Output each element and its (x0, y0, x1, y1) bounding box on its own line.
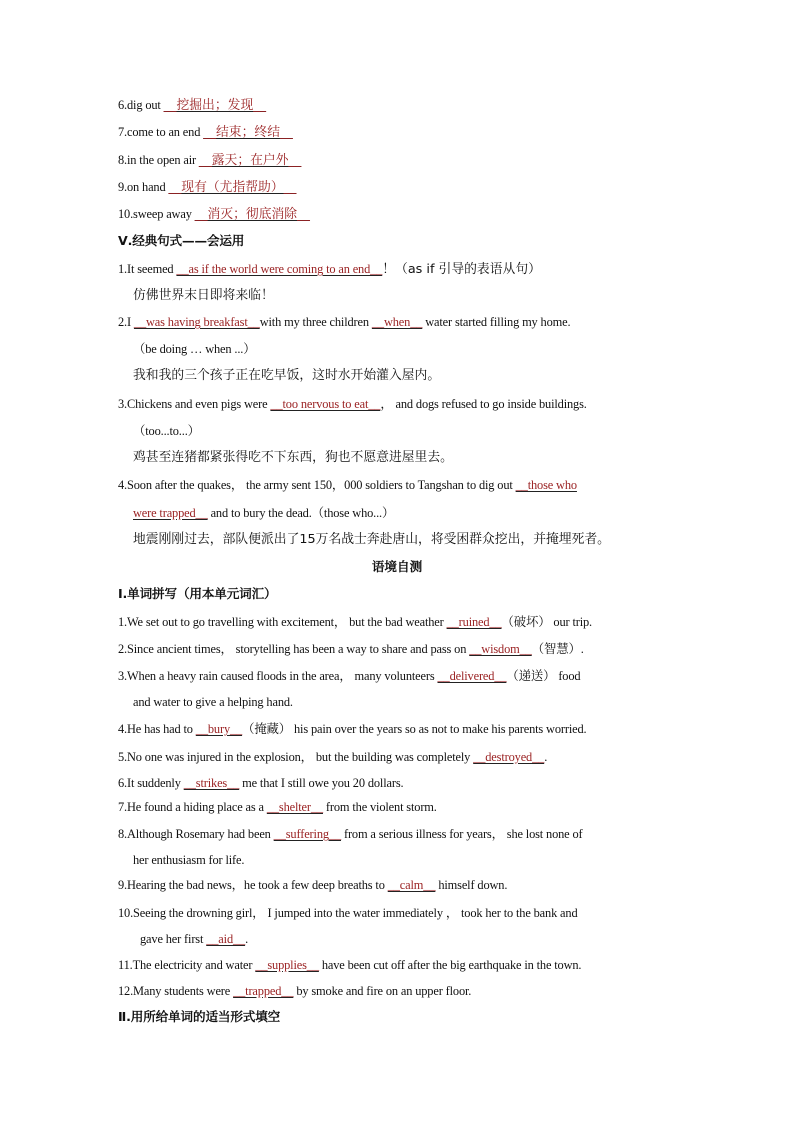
exercise-text: by smoke and fire on an upper floor. (293, 984, 472, 998)
exercise-item (118, 668, 674, 684)
answer-blank: __ruined__ (446, 615, 502, 629)
answer-blank: __calm__ (387, 878, 436, 892)
phrase-item (118, 179, 674, 196)
answer-blank: __wisdom__ (469, 642, 532, 656)
exercise-item (118, 799, 674, 815)
exercise-continuation: her enthusiasm for life. (133, 853, 245, 867)
answer-blank: __was having breakfast__ (133, 315, 260, 329)
answer-blank: __shelter__ (266, 800, 323, 814)
exercise-item (118, 775, 674, 791)
exercise-item (118, 877, 674, 893)
answer-blank: __delivered__ (437, 669, 507, 683)
phrase-item (118, 206, 674, 223)
phrase-item (118, 152, 674, 169)
exercise-text: （递送） food (506, 669, 581, 683)
exercise-text: have been cut off after the big earthquake in the town. (318, 958, 582, 972)
answer-blank: __bury__ (195, 722, 243, 736)
translation: 仿佛世界末日即将来临！ (133, 288, 274, 303)
answer-blank: __too nervous to eat__ (270, 397, 381, 411)
answer-blank: __结束；终结__ (203, 125, 293, 140)
exercise-text: 6.It suddenly (118, 776, 184, 790)
exercise-item (118, 983, 674, 999)
exercise-continuation: and water to give a helping hand. (133, 695, 293, 709)
exercise-text: 3.When a heavy rain caused floods in the area， many volunteers (118, 669, 438, 683)
answer-blank: __现有（尤指帮助）__ (168, 180, 297, 195)
sentence-text: 1.It seemed (118, 262, 177, 276)
answer-blank: __those who (515, 478, 577, 492)
answer-blank: __supplies__ (255, 958, 319, 972)
phrase-text: 8.in the open air (118, 153, 199, 167)
exercise-text: 5.No one was injured in the explosion， but the building was completely (118, 750, 474, 764)
section-heading: Ⅱ.用所给单词的适当形式填空 (118, 1009, 281, 1024)
sentence-text: ， and dogs refused to go inside buildings. (380, 397, 587, 411)
sentence-text: water started filling my home. (422, 315, 571, 329)
translation: 我和我的三个孩子正在吃早饭，这时水开始灌入屋内。 (133, 368, 441, 383)
exercise-text: . (245, 932, 249, 946)
sentence-hint: （too...to...） (133, 424, 200, 438)
exercise-text: 11.The electricity and water (118, 958, 256, 972)
answer-blank: __suffering__ (273, 827, 342, 841)
sentence-text: 3.Chickens and even pigs were (118, 397, 271, 411)
section-heading: Ⅴ.经典句式——会运用 (118, 233, 245, 248)
exercise-item (118, 826, 674, 842)
answer-blank: __trapped__ (233, 984, 294, 998)
answer-blank: __when__ (371, 315, 423, 329)
exercise-text: 12.Many students were (118, 984, 234, 998)
exercise-text: （掩藏） his pain over the years so as not to make his parents worried. (242, 722, 587, 736)
sentence-item (118, 261, 674, 278)
translation: 鸡甚至连猪都紧张得吃不下东西，狗也不愿意进屋里去。 (133, 450, 453, 465)
answer-blank: __destroyed__ (473, 750, 545, 764)
answer-blank: __aid__ (206, 932, 246, 946)
sentence-item (118, 477, 674, 493)
phrase-item (118, 124, 674, 141)
exercise-text: （智慧）. (531, 642, 584, 656)
answer-blank: were trapped__ (133, 506, 208, 520)
exercise-item (118, 957, 674, 973)
exercise-text: 9.Hearing the bad news，he took a few deep breaths to (118, 878, 388, 892)
sentence-text: 2.I (118, 315, 134, 329)
sentence-hint: （be doing … when ...） (133, 342, 256, 356)
sentence-text: with my three children (259, 315, 372, 329)
exercise-item (118, 749, 674, 765)
self-test-title: 语境自测 (371, 559, 423, 574)
section-heading: Ⅰ.单词拼写（用本单元词汇） (118, 586, 277, 601)
exercise-text: me that I still owe you 20 dollars. (239, 776, 404, 790)
answer-blank: __露天；在户外__ (198, 153, 302, 168)
phrase-text: 7.come to an end (118, 125, 204, 139)
exercise-text: （破坏） our trip. (501, 615, 592, 629)
sentence-item (118, 314, 674, 330)
exercise-item (118, 721, 674, 737)
exercise-text: himself down. (435, 878, 508, 892)
phrase-text: 9.on hand (118, 180, 169, 194)
answer-blank: __strikes__ (183, 776, 240, 790)
sentence-text: 4.Soon after the quakes， the army sent 150，000 soldiers to Tangshan to dig out (118, 478, 516, 492)
exercise-text: 7.He found a hiding place as a (118, 800, 267, 814)
answer-blank: __挖掘出；发现__ (163, 98, 267, 113)
phrase-text: 6.dig out (118, 98, 164, 112)
exercise-text: gave her first (140, 932, 207, 946)
answer-blank: __as if the world were coming to an end__ (176, 262, 383, 276)
exercise-text: from a serious illness for years， she lost none of (341, 827, 583, 841)
sentence-hint: ！（as if 引导的表语从句） (382, 262, 541, 277)
exercise-item (118, 905, 674, 921)
phrase-text: 10.sweep away (118, 207, 195, 221)
exercise-text: 2.Since ancient times， storytelling has been a way to share and pass on (118, 642, 470, 656)
translation: 地震刚刚过去，部队便派出了15万名战士奔赴唐山，将受困群众挖出，并掩埋死者。 (133, 532, 610, 547)
phrase-item (118, 97, 674, 114)
exercise-continuation (140, 931, 674, 947)
answer-blank: __消灭；彻底消除__ (194, 207, 310, 222)
exercise-item (118, 641, 674, 657)
sentence-text: and to bury the dead.（those who...） (207, 506, 395, 520)
exercise-text: 10.Seeing the drowning girl， I jumped into the water immediately ， took her to the bank and (118, 906, 578, 920)
sentence-item (118, 396, 674, 412)
exercise-item (118, 614, 674, 630)
exercise-text: 1.We set out to go travelling with excitement， but the bad weather (118, 615, 447, 629)
exercise-text: from the violent storm. (322, 800, 437, 814)
exercise-text: 8.Although Rosemary had been (118, 827, 274, 841)
sentence-continuation (133, 505, 674, 521)
exercise-text: . (544, 750, 548, 764)
exercise-text: 4.He has had to (118, 722, 196, 736)
